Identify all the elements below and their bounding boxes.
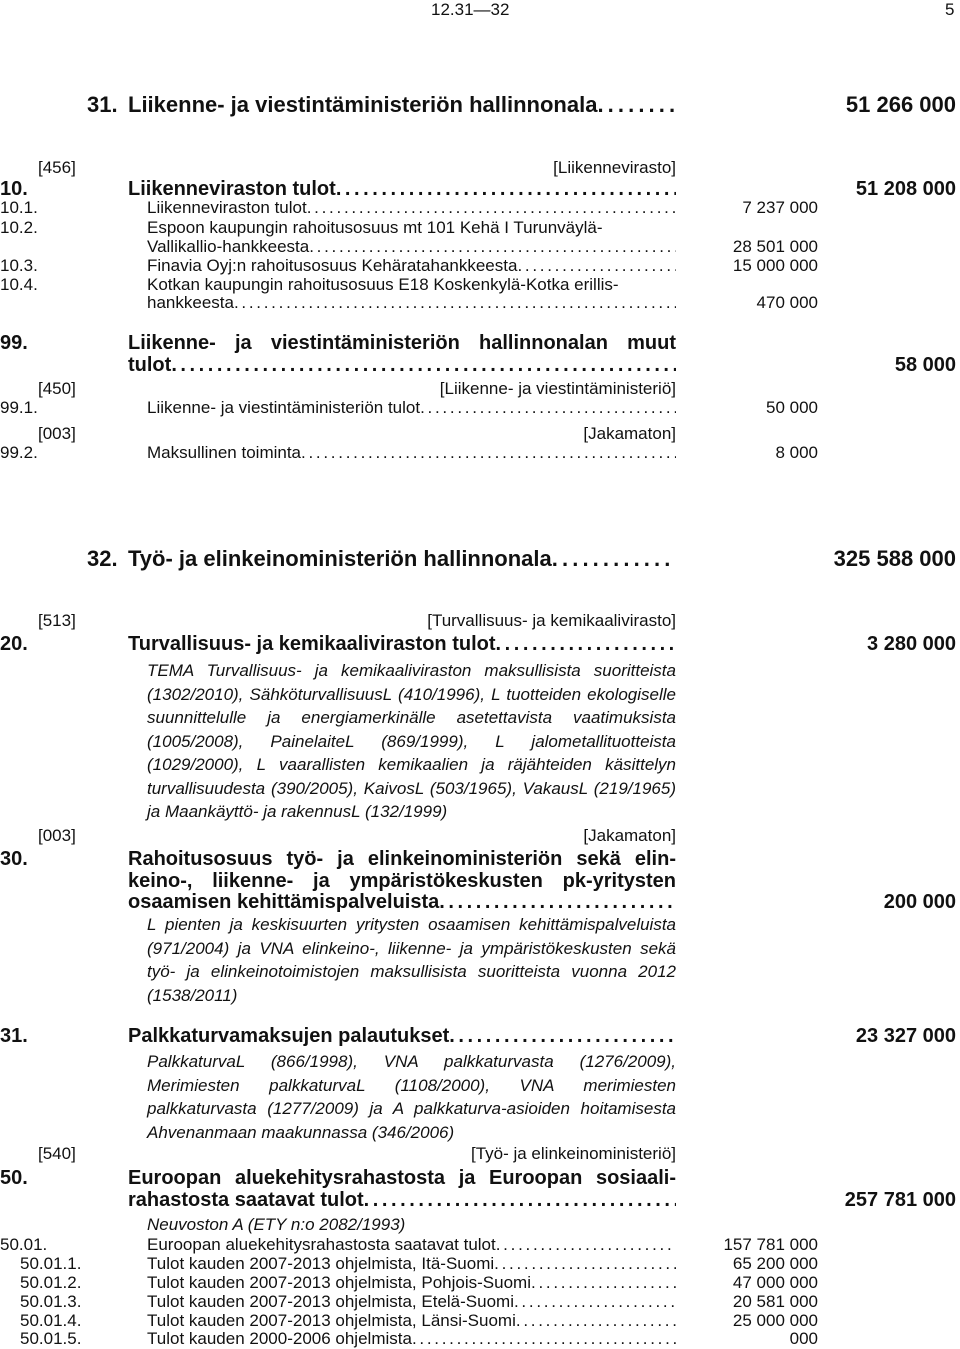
agency-name: [Jakamaton]	[583, 424, 676, 443]
item-amount: 157 781 000	[723, 1235, 818, 1254]
legal-basis-text: L pienten ja keskisuurten yritysten osaamisen kehittämispalveluista (971/2004) ja VNA elinkeino-, liikenne- ja ympäristökeskusten sekä työ- ja elinkeinotoimistojen maksullisista suoritteista vuonna 2012 (1538/2011)	[147, 915, 676, 1005]
section-31-total: 51 266 000	[845, 92, 956, 117]
item-title: Tulot kauden 2007-2013 ohjelmista, Länsi-Suomi . . .	[147, 1311, 676, 1331]
agency-code: [003]	[38, 826, 76, 845]
page-range: 12.31—32	[431, 0, 510, 19]
moment-amount: 3 280 000	[867, 633, 956, 655]
moment-number: 99.	[0, 332, 28, 354]
item-title: Liikenne- ja viestintäministeriön tulot . . .	[147, 398, 676, 418]
moment-title: Turvallisuus- ja kemikaaliviraston tulot . . .	[128, 632, 676, 656]
moment-title: Palkkaturvamaksujen palautukset . . .	[128, 1024, 676, 1048]
moment-number: 10.	[0, 178, 28, 200]
item-number: 10.2.	[0, 218, 38, 237]
item-title-line2: Vallikallio-hankkeesta . . .	[147, 237, 676, 257]
item-number: 10.4.	[0, 275, 38, 294]
agency-name: [Turvallisuus- ja kemikaalivirasto]	[427, 611, 676, 630]
moment-title-line1: Rahoitusosuus työ- ja elinkeinoministeriön sekä elin-	[128, 848, 676, 870]
item-title-line1: Espoon kaupungin rahoitusosuus mt 101 Kehä I Turunväylä-	[147, 218, 603, 237]
agency-code: [450]	[38, 379, 76, 398]
moment-title-line2: rahastosta saatavat tulot . . .	[128, 1188, 676, 1212]
agency-name: [Jakamaton]	[583, 826, 676, 845]
legal-basis-text: Neuvoston A (ETY n:o 2082/1993)	[147, 1215, 406, 1234]
item-number: 50.01.4.	[20, 1311, 82, 1330]
legal-basis-text: TEMA Turvallisuus- ja kemikaaliviraston maksullisista suoritteista (1302/2010), SähköturvallisuusL (410/1996), L tuotteiden ekologiselle suunnittelulle ja energiamerkinälle asetettavista vaatimuksista (1005/2008), PainelaiteL (869/1999), L jalometallituotteista (1029/2000), L vaarallisten kemikaalien ja räjähteiden käsittelyn turvallisuudesta (390/2005), KaivosL (503/1965), VakausL (219/1965) ja Maankäyttö- ja rakennusL (132/1999)	[147, 661, 676, 821]
item-title: Tulot kauden 2007-2013 ohjelmista, Etelä-Suomi . . .	[147, 1292, 676, 1312]
item-number: 99.2.	[0, 443, 38, 462]
section-32-number: 32.	[87, 546, 118, 571]
item-number: 10.3.	[0, 256, 38, 275]
item-title-line2: hankkeesta . . .	[147, 293, 676, 313]
moment-title-line1: Liikenne- ja viestintäministeriön hallinnonalan muut	[128, 332, 676, 354]
moment-amount: 200 000	[883, 891, 956, 913]
item-amount: 47 000 000	[732, 1273, 818, 1292]
item-number: 50.01.2.	[20, 1273, 82, 1292]
section-31-number: 31.	[87, 92, 118, 117]
moment-title-line3: osaamisen kehittämispalveluista . . .	[128, 890, 676, 914]
item-title: Tulot kauden 2000-2006 ohjelmista . . .	[147, 1329, 676, 1349]
agency-code: [513]	[38, 611, 76, 630]
moment-title-line1: Euroopan aluekehitysrahastosta ja Euroopan sosiaali-	[128, 1167, 676, 1189]
item-amount: 20 581 000	[732, 1292, 818, 1311]
item-title-line1: Kotkan kaupungin rahoitusosuus E18 Koskenkylä-Kotka erillis-	[147, 275, 619, 294]
section-32-title: Työ- ja elinkeinoministeriön hallinnonala . . .	[128, 546, 676, 572]
moment-title-line2: keino-, liikenne- ja ympäristökeskusten pk-yritysten	[128, 870, 676, 892]
item-title: Euroopan aluekehitysrahastosta saatavat tulot . . .	[147, 1235, 676, 1255]
moment-amount: 257 781 000	[844, 1189, 956, 1211]
moment-title: Liikenneviraston tulot . . .	[128, 177, 676, 201]
legal-basis-text: PalkkaturvaL (866/1998), VNA palkkaturvasta (1276/2009), Merimiesten palkkaturvaL (1108/2000), VNA merimiesten palkkaturvasta (1277/2009) ja A palkkaturva-asioiden hoitamisesta Ahvenanmaan maakunnassa (346/2006)	[147, 1052, 676, 1142]
moment-number: 50.	[0, 1167, 28, 1189]
moment-number: 20.	[0, 633, 28, 655]
item-title: Tulot kauden 2007-2013 ohjelmista, Itä-Suomi . . .	[147, 1254, 676, 1274]
agency-code: [003]	[38, 424, 76, 443]
item-amount: 65 200 000	[732, 1254, 818, 1273]
section-31-title: Liikenne- ja viestintäministeriön hallinnonala . . .	[128, 92, 676, 118]
moment-number: 30.	[0, 848, 28, 870]
item-title: Finavia Oyj:n rahoitusosuus Kehäratahankkeesta . . .	[147, 256, 676, 276]
agency-code: [456]	[38, 158, 76, 177]
agency-name: [Liikennevirasto]	[553, 158, 676, 177]
item-number: 50.01.5.	[20, 1329, 82, 1348]
item-amount: 25 000 000	[732, 1311, 818, 1330]
item-amount: 7 237 000	[742, 198, 818, 217]
item-number: 50.01.1.	[20, 1254, 82, 1273]
item-number: 50.01.3.	[20, 1292, 82, 1311]
item-number: 99.1.	[0, 398, 38, 417]
moment-amount: 58 000	[894, 354, 956, 376]
item-title: Liikenneviraston tulot . . .	[147, 198, 676, 218]
agency-code: [540]	[38, 1144, 76, 1163]
agency-name: [Työ- ja elinkeinoministeriö]	[470, 1144, 676, 1163]
item-number: 10.1.	[0, 198, 38, 217]
item-amount: 28 501 000	[732, 237, 818, 256]
page-number: 5	[945, 0, 955, 19]
item-amount: 470 000	[756, 293, 818, 312]
item-title: Tulot kauden 2007-2013 ohjelmista, Pohjois-Suomi . . .	[147, 1273, 676, 1293]
item-number: 50.01.	[0, 1235, 48, 1254]
item-amount: 000	[789, 1329, 818, 1348]
item-title: Maksullinen toiminta . . .	[147, 443, 676, 463]
item-amount: 15 000 000	[732, 256, 818, 275]
agency-name: [Liikenne- ja viestintäministeriö]	[439, 379, 676, 398]
item-amount: 50 000	[766, 398, 818, 417]
moment-amount: 51 208 000	[855, 178, 956, 200]
section-32-total: 325 588 000	[833, 546, 956, 571]
moment-title-line2: tulot . . .	[128, 353, 676, 377]
item-amount: 8 000	[775, 443, 818, 462]
moment-amount: 23 327 000	[855, 1025, 956, 1047]
moment-number: 31.	[0, 1025, 28, 1047]
